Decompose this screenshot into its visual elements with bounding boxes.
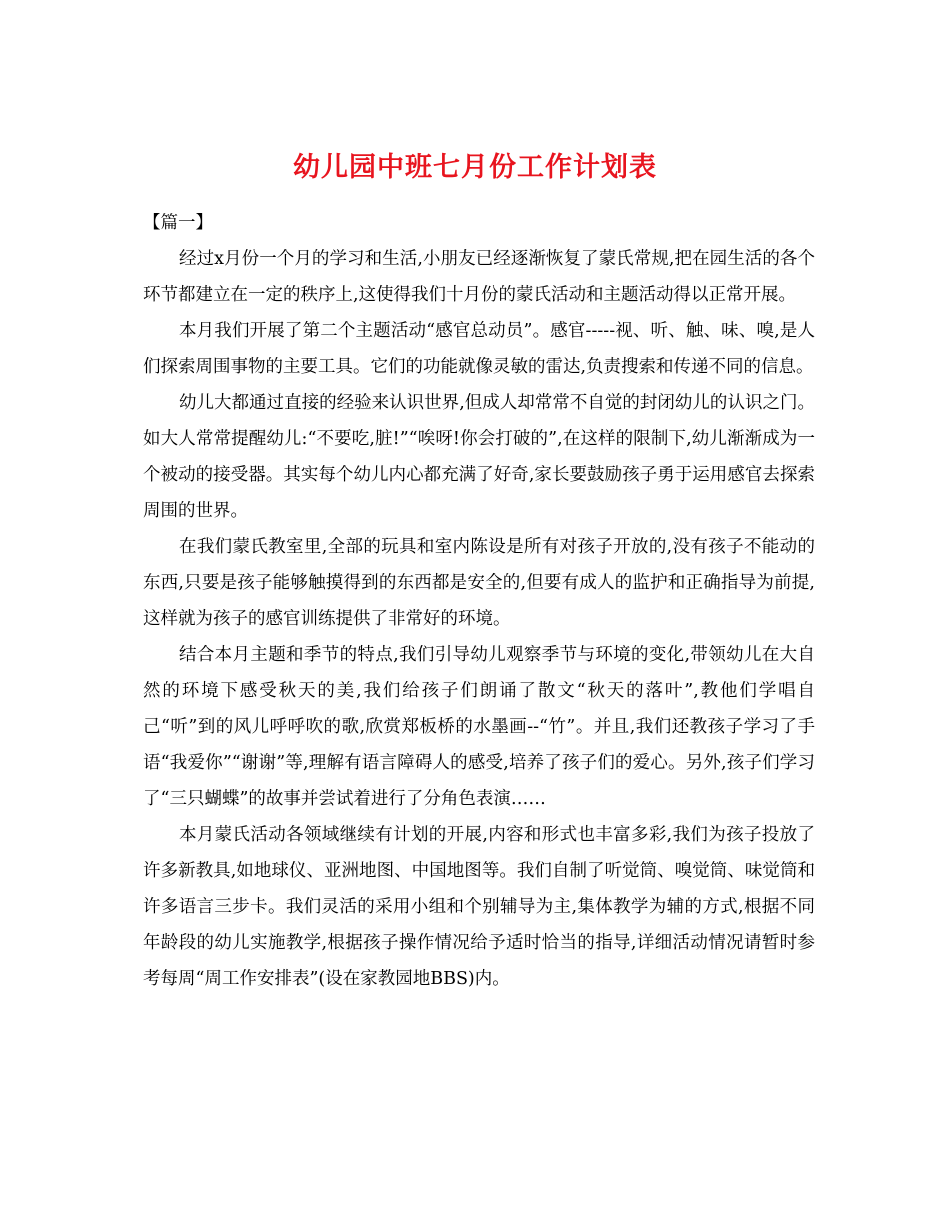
paragraph-2: 本月我们开展了第二个主题活动“感官总动员”。感官-----视、听、触、味、嗅,是人们探索周围事物的主要工具。它们的功能就像灵敏的雷达,负责搜索和传递不同的信息。 bbox=[143, 321, 815, 377]
paragraph-1: 经过x月份一个月的学习和生活,小朋友已经逐渐恢复了蒙氏常规,把在园生活的各个环节都建立在一定的秩序上,这使得我们十月份的蒙氏活动和主题活动得以正常开展。 bbox=[143, 249, 815, 305]
section-label: 【篇一】 bbox=[143, 213, 213, 233]
document-title: 幼儿园中班七月份工作计划表 bbox=[293, 152, 657, 184]
paragraph-6: 本月蒙氏活动各领域继续有计划的开展,内容和形式也丰富多彩,我们为孩子投放了许多新教具,如地球仪、亚洲地图、中国地图等。我们自制了听觉筒、嗅觉筒、味觉筒和许多语言三步卡。我们灵活的采用小组和个别辅导为主,集体教学为辅的方式,根据不同年龄段的幼儿实施教学,根据孩子操作情况给予适时恰当的指导,详细活动情况请暂时参考每周“周工作安排表”(设在家教园地BBS)内。 bbox=[143, 825, 815, 989]
paragraph-3: 幼儿大都通过直接的经验来认识世界,但成人却常常不自觉的封闭幼儿的认识之门。如大人常常提醒幼儿:“不要吃,脏!”“唉呀!你会打破的”,在这样的限制下,幼儿渐渐成为一个被动的接受器。其实每个幼儿内心都充满了好奇,家长要鼓励孩子勇于运用感官去探索周围的世界。 bbox=[143, 393, 815, 521]
document-body bbox=[143, 205, 815, 997]
paragraph-4: 在我们蒙氏教室里,全部的玩具和室内陈设是所有对孩子开放的,没有孩子不能动的东西,只要是孩子能够触摸得到的东西都是安全的,但要有成人的监护和正确指导为前提,这样就为孩子的感官训练提供了非常好的环境。 bbox=[143, 537, 815, 629]
paragraph-5: 结合本月主题和季节的特点,我们引导幼儿观察季节与环境的变化,带领幼儿在大自然的环境下感受秋天的美,我们给孩子们朗诵了散文“秋天的落叶”,教他们学唱自己“听”到的风儿呼呼吹的歌,欣赏郑板桥的水墨画--“竹”。并且,我们还教孩子学习了手语“我爱你”“谢谢”等,理解有语言障碍人的感受,培养了孩子们的爱心。另外,孩子们学习了“三只蝴蝶”的故事并尝试着进行了分角色表演…… bbox=[143, 645, 815, 809]
